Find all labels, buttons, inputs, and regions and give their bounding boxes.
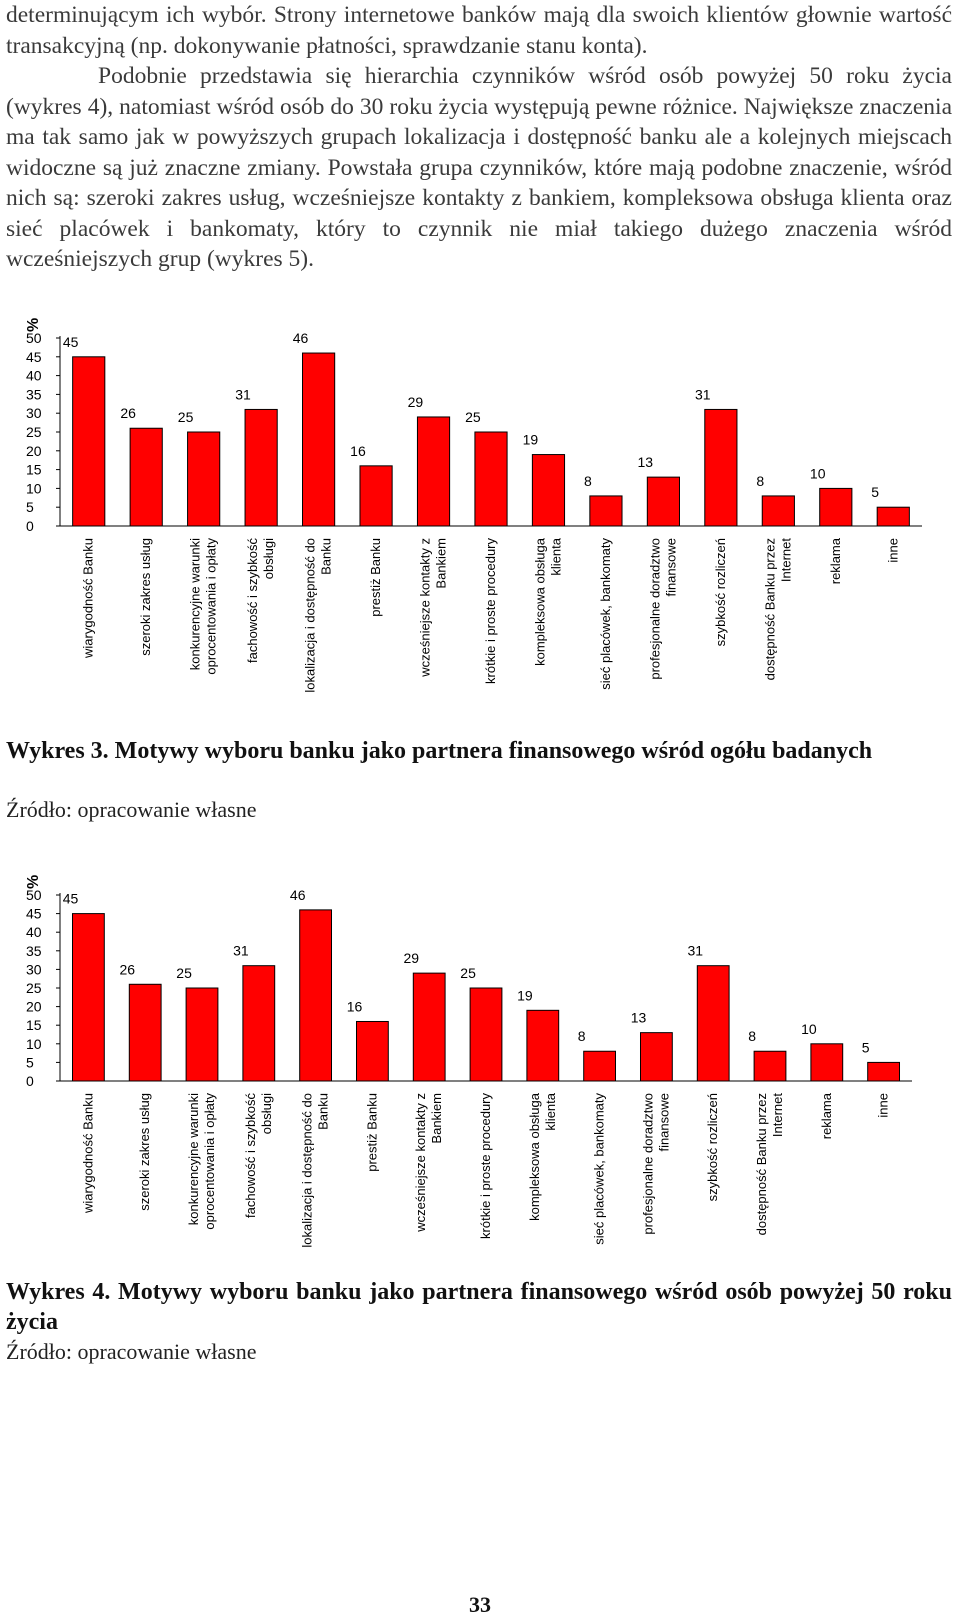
category-label	[592, 1093, 607, 1245]
data-label: 45	[62, 333, 79, 350]
data-label: 25	[177, 409, 194, 425]
category-label-line: szybkość rozliczeń	[712, 538, 728, 647]
category-label-line: Banku	[318, 538, 334, 575]
category-label	[303, 538, 334, 693]
category-label-line: krótkie i proste procedury	[478, 1093, 493, 1239]
paragraph-2: Podobnie przedstawia się hierarchia czynników wśród osób powyżej 50 roku życia (wykres 4), natomiast wśród osób do 30 roku życia występują pewne różnice. Największe znaczenia ma tak samo jak w powyższych grupach lokalizacja i dostępność banku ale a kolejnych miejscach widoczne są już znaczne zmiany. Powstała grupa czynników, które mają podobne znaczenie, wśród nich są: szeroki zakres usług, wcześniejsze kontakty z bankiem, kompleksowa obsługa klienta oraz sieć placówek i bankomaty, który to czynnik nie miał takiego dużego znaczenia wśród wcześniejszych grup (wykres 5).	[6, 63, 952, 272]
category-label-line: szybkość rozliczeń	[705, 1093, 721, 1202]
category-label-line: sieć placówek, bankomaty	[591, 1093, 607, 1245]
data-label: 31	[235, 386, 251, 403]
category-label	[705, 1093, 720, 1201]
bar	[590, 496, 622, 526]
bar-chart-wykres-4	[0, 867, 960, 1277]
category-label-line: reklama	[818, 1093, 834, 1140]
y-tick-label: 10	[26, 1035, 42, 1052]
bar	[73, 357, 105, 526]
category-label-line: lokalizacja i dostępność do	[302, 538, 318, 693]
category-label-line: wcześniejsze kontakty z	[413, 1093, 429, 1232]
y-tick-label: 45	[26, 905, 42, 922]
y-tick-label: 35	[26, 942, 42, 959]
category-label	[368, 538, 383, 617]
data-label: 25	[460, 965, 476, 981]
category-label-line: prestiż Banku	[364, 1093, 380, 1172]
data-label: 46	[292, 330, 309, 347]
category-label	[364, 1093, 379, 1172]
figure-source-wykres-3: Źródło: opracowanie własne	[6, 797, 257, 822]
data-label: 19	[522, 431, 539, 448]
data-label: 25	[176, 965, 192, 981]
category-label-line: finansowe	[663, 538, 679, 597]
data-label: 8	[583, 472, 592, 489]
bar-chart-wykres-3	[0, 310, 960, 730]
data-label: 13	[637, 454, 654, 471]
page-number: 33	[469, 1592, 491, 1617]
bar	[820, 488, 852, 526]
bar	[697, 966, 729, 1081]
category-label-line: fachowość i szybkość	[245, 538, 261, 663]
category-label-line: kompleksowa obsługa	[526, 1093, 542, 1221]
category-label-line: profesjonalne doradztwo	[647, 538, 663, 680]
data-label: 16	[350, 442, 366, 459]
data-label: 13	[630, 1009, 647, 1026]
category-label-line: konkurencyjne warunki	[187, 538, 203, 671]
y-tick-label: 20	[26, 998, 42, 1015]
category-label-line: klienta	[542, 1093, 558, 1131]
y-tick-label: 35	[26, 386, 42, 403]
data-label: 8	[748, 1028, 756, 1045]
y-tick-label: 50	[26, 887, 42, 903]
data-label: 46	[289, 886, 306, 903]
bar	[360, 466, 392, 526]
data-label: 5	[861, 1039, 870, 1056]
category-label-line: obsługi	[261, 538, 277, 580]
category-label-line: Banku	[315, 1093, 331, 1130]
y-tick-label: 20	[26, 442, 42, 459]
y-tick-label: 0	[26, 518, 34, 534]
category-label-line: dostępność Banku przez	[754, 1093, 769, 1236]
category-label	[828, 537, 843, 584]
category-label	[418, 538, 449, 678]
paragraph-1: determinującym ich wybór. Strony internetowe banków mają dla swoich klientów głownie wartość transakcyjną (np. dokonywanie płatności, sprawdzanie stanu konta).	[6, 2, 952, 59]
bar	[300, 910, 332, 1081]
category-label-line: prestiż Banku	[368, 538, 384, 617]
category-label	[713, 538, 728, 646]
category-label-line: Internet	[770, 1093, 785, 1138]
data-label: 31	[233, 942, 249, 959]
category-label	[81, 538, 96, 659]
data-label: 10	[801, 1020, 817, 1037]
bar	[475, 432, 507, 526]
bar	[245, 409, 277, 526]
category-label-line: oprocentowania i opłaty	[203, 538, 219, 675]
category-label-line: dostępność Banku przez	[762, 538, 778, 681]
category-label	[138, 538, 153, 656]
y-tick-label: 5	[26, 1054, 34, 1071]
category-label-line: kompleksowa obsługa	[532, 538, 548, 666]
bar	[705, 409, 737, 526]
bar	[647, 477, 679, 526]
category-label	[413, 1093, 444, 1233]
category-label-line: obsługi	[258, 1093, 274, 1135]
category-label	[300, 1093, 331, 1248]
bar	[762, 496, 794, 526]
data-label: 5	[871, 484, 880, 501]
data-label: 8	[577, 1028, 586, 1045]
category-label-line: szeroki zakres usług	[137, 1093, 153, 1211]
category-label	[532, 537, 563, 666]
bar	[811, 1044, 843, 1081]
bar	[186, 988, 218, 1081]
category-label	[483, 538, 498, 684]
category-label	[885, 538, 900, 563]
category-label	[527, 1092, 558, 1221]
bar	[356, 1021, 388, 1081]
data-label: 10	[809, 465, 826, 482]
category-label	[647, 538, 678, 680]
category-label-line: sieć placówek, bankomaty	[597, 538, 613, 690]
y-axis-label: %	[25, 874, 42, 889]
y-tick-label: 40	[26, 367, 42, 384]
bar	[868, 1062, 900, 1081]
category-label-line: Internet	[778, 538, 794, 583]
bar	[188, 432, 220, 526]
y-tick-label: 10	[26, 480, 42, 497]
data-label: 45	[62, 890, 79, 907]
category-label	[819, 1092, 834, 1139]
data-label: 29	[407, 393, 424, 410]
category-label	[186, 1093, 217, 1230]
data-label: 8	[756, 472, 765, 489]
data-label: 25	[465, 409, 481, 425]
y-tick-label: 0	[26, 1073, 34, 1089]
category-label-line: finansowe	[656, 1093, 672, 1152]
y-tick-label: 15	[26, 1017, 42, 1034]
category-label-line: wcześniejsze kontakty z	[417, 538, 433, 677]
bar	[640, 1033, 672, 1081]
bar	[532, 455, 564, 526]
category-label-line: konkurencyjne warunki	[186, 1093, 201, 1226]
y-tick-label: 45	[26, 348, 42, 365]
bar	[303, 353, 335, 526]
category-label-line: oprocentowania i opłaty	[202, 1093, 217, 1230]
data-label: 31	[694, 386, 711, 403]
category-label-line: Bankiem	[429, 1093, 445, 1144]
data-label: 16	[346, 998, 363, 1015]
category-label-line: klienta	[548, 538, 564, 576]
body-text	[6, 0, 952, 275]
figure-caption-wykres-4: Wykres 4. Motywy wyboru banku jako partnera finansowego wśród osób powyżej 50 roku życia	[6, 1279, 952, 1335]
category-label-line: wiarygodność Banku	[80, 1093, 96, 1213]
category-label-line: wiarygodność Banku	[80, 538, 96, 658]
data-label: 31	[687, 942, 704, 959]
bar	[413, 973, 445, 1081]
category-label-line: lokalizacja i dostępność do	[299, 1093, 315, 1248]
category-label	[188, 538, 219, 675]
y-tick-label: 15	[26, 461, 42, 478]
category-label	[598, 538, 613, 690]
category-label-line: Bankiem	[433, 538, 449, 589]
data-label: 29	[403, 950, 420, 967]
category-label	[137, 1093, 152, 1211]
bar	[129, 984, 161, 1081]
figure-source-wykres-4: Źródło: opracowanie własne	[6, 1339, 257, 1364]
y-tick-label: 25	[26, 980, 42, 996]
category-label-line: inne	[885, 538, 901, 563]
bar	[877, 507, 909, 526]
category-label	[245, 538, 276, 663]
data-label: 19	[517, 987, 533, 1004]
y-tick-label: 5	[26, 499, 34, 516]
category-label	[80, 1093, 95, 1214]
bar	[527, 1010, 559, 1081]
bar	[72, 914, 104, 1081]
category-label-line: fachowość i szybkość	[242, 1093, 258, 1218]
category-label	[754, 1093, 785, 1236]
category-label-line: reklama	[827, 538, 843, 585]
y-axis-label: %	[25, 317, 42, 332]
bar	[243, 966, 275, 1081]
category-label	[762, 538, 793, 681]
category-label-line: profesjonalne doradztwo	[640, 1093, 656, 1235]
y-tick-label: 40	[26, 924, 42, 941]
bar	[754, 1051, 786, 1081]
category-label-line: szeroki zakres usług	[138, 538, 154, 656]
category-label	[640, 1093, 671, 1235]
y-tick-label: 30	[26, 961, 42, 978]
y-tick-label: 30	[26, 405, 42, 422]
category-label	[243, 1093, 274, 1218]
category-label	[876, 1093, 891, 1118]
bar	[584, 1051, 616, 1081]
data-label: 26	[119, 961, 136, 978]
bar	[130, 428, 162, 526]
category-label	[478, 1093, 493, 1239]
figure-caption-wykres-3: Wykres 3. Motywy wyboru banku jako partnera finansowego wśród ogółu badanych	[6, 738, 873, 764]
bar	[417, 417, 449, 526]
bar	[470, 988, 502, 1081]
data-label: 26	[120, 405, 136, 422]
y-tick-label: 50	[26, 330, 42, 346]
y-tick-label: 25	[26, 424, 42, 440]
category-label-line: krótkie i proste procedury	[483, 538, 498, 684]
category-label-line: inne	[875, 1093, 891, 1118]
